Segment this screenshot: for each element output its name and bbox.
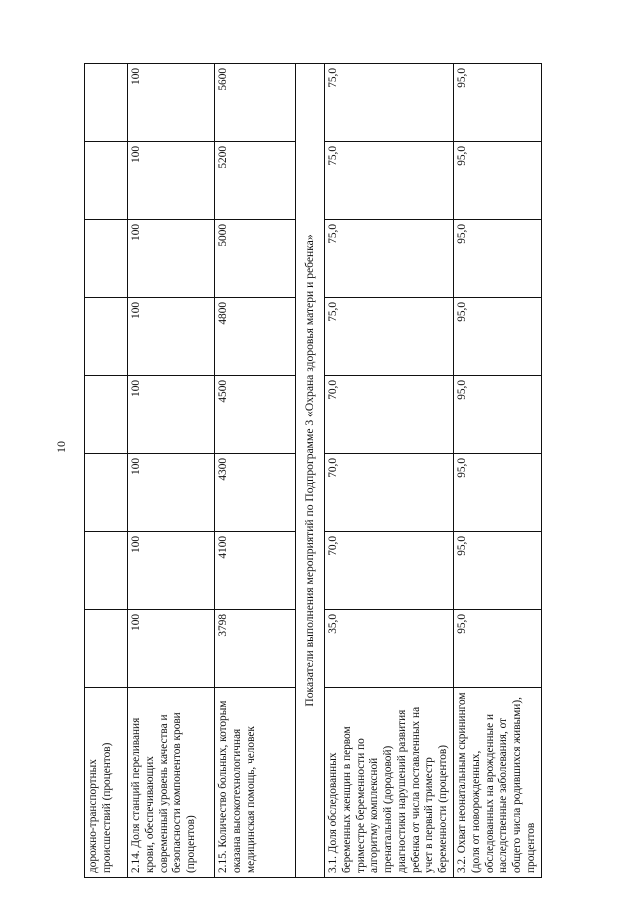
value-cell: 100 xyxy=(128,532,215,610)
value-cell: 95,0 xyxy=(454,454,542,532)
indicator-name: 2.14. Доля станций переливания крови, обеспечивающих современный уровень качества и безопасности компонентов крови (процентов) xyxy=(128,688,215,878)
value-cell: 95,0 xyxy=(454,220,542,298)
indicators-table xyxy=(84,63,542,878)
value-cell: 95,0 xyxy=(454,376,542,454)
section-title: Показатели выполнения мероприятий по Подпрограмме 3 «Охрана здоровья матери и ребенка» xyxy=(296,64,325,878)
value-cell: 75,0 xyxy=(325,142,454,220)
section-row xyxy=(296,64,325,878)
value-cell: 100 xyxy=(128,454,215,532)
value-cell: 75,0 xyxy=(325,220,454,298)
value-cell: 95,0 xyxy=(454,298,542,376)
value-cell: 95,0 xyxy=(454,64,542,142)
value-cell: 100 xyxy=(128,142,215,220)
indicator-name: 3.1. Доля обследованных беременных женщин в первом триместре беременности по алгоритму комплексной пренатальной (дородовой) диагностики нарушений развития ребенка от числа поставленных на учет в первый триместр беременности (процентов) xyxy=(325,688,454,878)
value-cell: 75,0 xyxy=(325,64,454,142)
value-cell xyxy=(85,220,128,298)
value-cell: 4300 xyxy=(215,454,296,532)
value-cell: 95,0 xyxy=(454,532,542,610)
indicator-name: 3.2. Охват неонатальным скринингом (доля от новорожденных, обследованных на врожденные и наследственные заболевания, от общего числа родившихся живыми), процентов xyxy=(454,688,542,878)
rotated-table-wrapper xyxy=(84,64,537,878)
value-cell: 70,0 xyxy=(325,376,454,454)
value-cell: 4800 xyxy=(215,298,296,376)
value-cell: 100 xyxy=(128,376,215,454)
value-cell: 5200 xyxy=(215,142,296,220)
table-row xyxy=(85,64,128,878)
value-cell xyxy=(85,64,128,142)
value-cell: 3798 xyxy=(215,610,296,688)
table-row xyxy=(325,64,454,878)
table-row xyxy=(215,64,296,878)
value-cell: 95,0 xyxy=(454,142,542,220)
value-cell: 100 xyxy=(128,610,215,688)
value-cell: 70,0 xyxy=(325,454,454,532)
value-cell: 5000 xyxy=(215,220,296,298)
value-cell: 100 xyxy=(128,220,215,298)
value-cell: 95,0 xyxy=(454,610,542,688)
value-cell: 5600 xyxy=(215,64,296,142)
value-cell xyxy=(85,610,128,688)
value-cell: 70,0 xyxy=(325,532,454,610)
table-row xyxy=(454,64,542,878)
value-cell xyxy=(85,142,128,220)
value-cell: 100 xyxy=(128,64,215,142)
value-cell: 35,0 xyxy=(325,610,454,688)
value-cell: 100 xyxy=(128,298,215,376)
value-cell: 4500 xyxy=(215,376,296,454)
value-cell: 75,0 xyxy=(325,298,454,376)
value-cell xyxy=(85,298,128,376)
value-cell xyxy=(85,376,128,454)
page-number: 10 xyxy=(54,441,68,453)
indicator-name: 2.15. Количество больных, которым оказана высокотехнологичная медицинская помощь, человек xyxy=(215,688,296,878)
value-cell: 4100 xyxy=(215,532,296,610)
table-row xyxy=(128,64,215,878)
indicator-name: дорожно-транспортных происшествий (процентов) xyxy=(85,688,128,878)
value-cell xyxy=(85,532,128,610)
value-cell xyxy=(85,454,128,532)
